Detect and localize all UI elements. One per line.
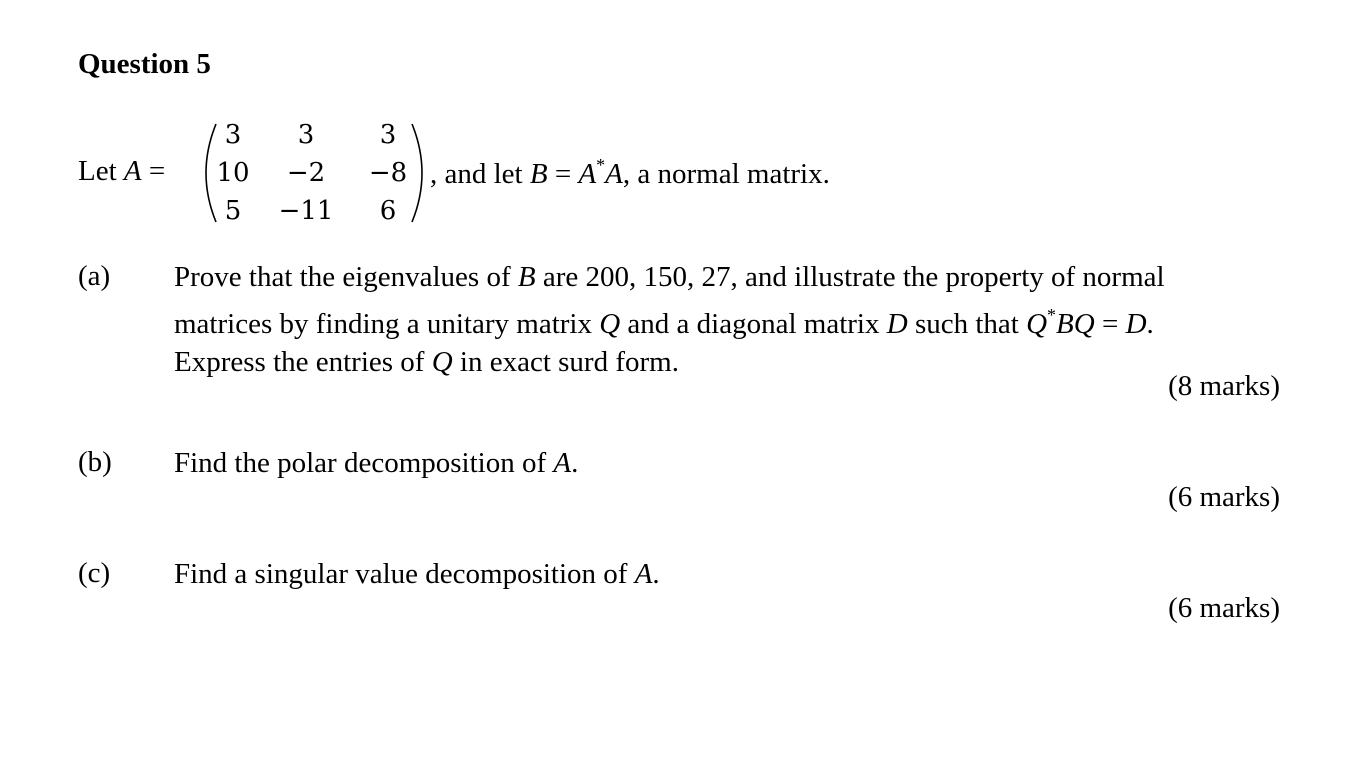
conjugate-transpose-star: * <box>596 155 606 175</box>
question-title: Question 5 <box>78 48 211 80</box>
matrix-a <box>198 118 448 228</box>
part-b-text <box>174 444 1280 482</box>
equals-sign-2: = <box>547 158 579 190</box>
suffix-text-2: , a normal matrix. <box>622 158 830 190</box>
part-a-eq-equals: = <box>1094 308 1126 340</box>
matrix-cell-r2c2: −2 <box>286 158 326 188</box>
matrix-cell-r2c3: −8 <box>368 158 408 188</box>
variable-b: B <box>529 158 548 190</box>
part-a-var-d: D <box>886 308 908 340</box>
part-a-var-q-2: Q <box>431 346 453 378</box>
part-a-line2-end: . <box>1146 308 1154 340</box>
part-c-label: (c) <box>78 557 111 589</box>
part-b-var-a: A <box>553 447 572 479</box>
part-a-line3-pre: Express the entries of <box>174 346 432 378</box>
part-c-text <box>174 555 1280 593</box>
part-c-text-post: . <box>652 558 660 590</box>
matrix-cell-r2c1: 10 <box>216 158 250 188</box>
definition-prefix <box>78 155 165 188</box>
matrix-cell-r1c3: 3 <box>379 120 397 150</box>
part-c-marks: (6 marks) <box>1168 592 1280 624</box>
part-b-text-post: . <box>571 447 579 479</box>
part-c-text-pre: Find a singular value decomposition of <box>174 558 635 590</box>
matrix-cell-r3c2: −11 <box>278 196 334 226</box>
matrix-cell-r3c3: 6 <box>379 196 397 226</box>
part-b-text-pre: Find the polar decomposition of <box>174 447 554 479</box>
part-a-marks: (8 marks) <box>1168 370 1280 402</box>
part-a-line-3 <box>174 343 1280 381</box>
variable-a-star: A <box>578 158 597 190</box>
part-a-line2-mid2: such that <box>907 308 1027 340</box>
part-c-var-a: A <box>634 558 653 590</box>
matrix-cell-r3c1: 5 <box>224 196 242 226</box>
part-a-line3-post: in exact surd form. <box>452 346 679 378</box>
part-a-line-2 <box>174 296 1280 343</box>
part-b-marks: (6 marks) <box>1168 481 1280 513</box>
part-a-eq-d: D <box>1125 308 1147 340</box>
part-a-line2-mid: and a diagonal matrix <box>620 308 887 340</box>
variable-a-2: A <box>605 158 623 190</box>
part-a-eq-bq: BQ <box>1056 308 1095 340</box>
part-b-label: (b) <box>78 446 112 478</box>
part-b-line <box>174 444 1280 482</box>
variable-a: A <box>123 155 142 187</box>
part-a-var-b: B <box>517 261 536 293</box>
let-word: Let <box>78 155 124 187</box>
part-a-line1-pre: Prove that the eigenvalues of <box>174 261 518 293</box>
part-a-eq-q: Q <box>1026 308 1048 340</box>
suffix-text-1: , and let <box>430 158 530 190</box>
definition-suffix <box>430 155 830 191</box>
part-a-text <box>174 258 1280 381</box>
part-a-eq-star: * <box>1047 305 1057 325</box>
part-a-var-q: Q <box>599 308 621 340</box>
equals-sign: = <box>141 155 166 187</box>
matrix-cell-r1c1: 3 <box>224 120 242 150</box>
part-a-line-1 <box>174 258 1280 296</box>
part-a-line1-post: are 200, 150, 27, and illustrate the property of normal <box>535 261 1165 293</box>
part-c-line <box>174 555 1280 593</box>
part-a-line2-pre: matrices by finding a unitary matrix <box>174 308 600 340</box>
part-a-label: (a) <box>78 260 111 292</box>
matrix-cell-r1c2: 3 <box>297 120 315 150</box>
